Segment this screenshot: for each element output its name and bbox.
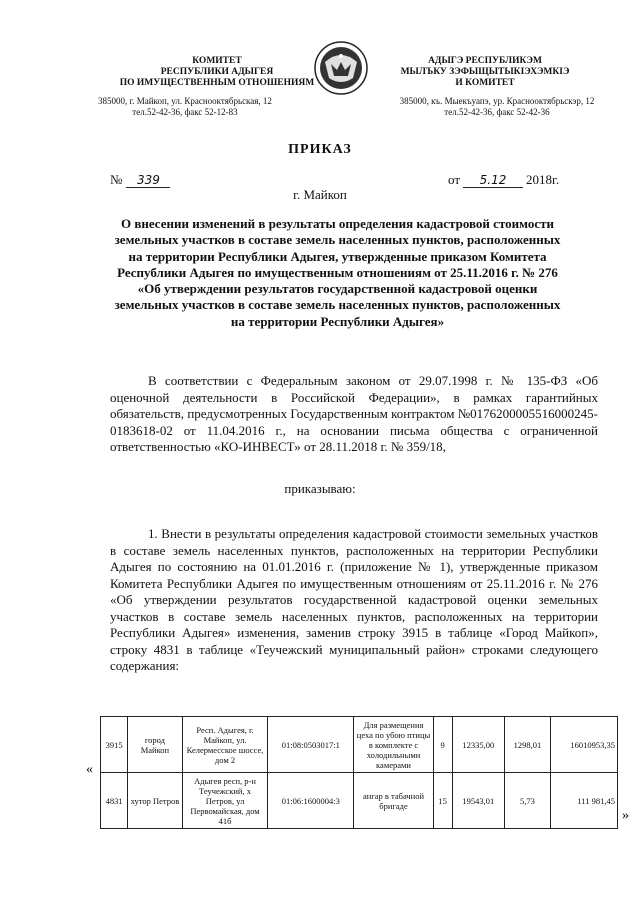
city: г. Майкоп [293,187,347,202]
clause-1-paragraph: 1. Внести в результаты определения кадастровой стоимости земельных участков в составе земель населенных пунктов, расположенных на территории Республики Адыгея по состоянию на 01.01.2016 г. (приложение № 1), утвержденные приказом Комитета Республики Адыгея по имущественным отношениям от 25.11.2016 г. № 276 «Об утверждении результатов государственной кадастровой оценки земельных участков в составе земель населенных пунктов, расположенных на территории Республики Адыгея» изменения, заменив строку 3915 в таблице «Город Майкоп», строку 4831 в таблице «Теучежский муниципальный район» строками следующего содержания: [110,526,598,673]
specific-value: 1298,01 [504,717,550,773]
area: 12335,00 [452,717,504,773]
settlement: город Майкоп [128,717,182,773]
order-date-value: 5.12 [463,173,523,188]
cadastral-number: 01:08:0503017:1 [268,717,354,773]
table-row [101,717,618,773]
close-quote: » [622,808,629,823]
address-left: 385000, г. Майкоп, ул. Краснооктябрьская, 12 тел.52-42-36, факс 52-12-83 [98,96,272,117]
address-right: 385000, къ. Мыекъуапэ, ур. Краснооктябрьскэр, 12 тел.52-42-36, факс 52-42-36 [399,96,595,117]
order-date: от 5.12 2018г. [448,172,560,187]
order-number: № 339 [110,172,170,188]
cadastral-value: 16010953,35 [550,717,617,773]
table-row [101,773,618,829]
area: 19543,01 [452,773,504,829]
address: Респ. Адыгея, г. Майкоп, ул. Келермесское шоссе, дом 2 [182,717,268,773]
settlement: хутор Петров [128,773,182,829]
order-word: приказываю: [284,481,356,496]
specific-value: 5,73 [504,773,550,829]
permitted-use: ангар в табачной бригаде [354,773,434,829]
row-number: 4831 [101,773,128,829]
cadastral-number: 01:06:1600004:3 [268,773,354,829]
address: Адыгея респ, р-н Теучежский, х Петров, ул Первомайская, дом 41б [182,773,268,829]
group: 9 [433,717,452,773]
group: 15 [433,773,452,829]
org-name-right: АДЫГЭ РЕСПУБЛИКЭМ МЫЛЪКУ ЗЭФЫЩЫТЫКІЭХЭМКІЭ И КОМИТЕТ [400,56,570,88]
row-number: 3915 [101,717,128,773]
replacement-rows-table [100,716,618,829]
document-title: ПРИКАЗ [288,142,352,157]
open-quote: « [86,762,93,777]
document-subject: О внесении изменений в результаты определения кадастровой стоимости земельных участков в составе земель населенных пунктов, расположенных на территории Республики Адыгея, утвержденные приказом Комитета Республики Адыгея по имущественным отношениям от 25.11.2016 г. № 276 «Об утверждении результатов государственной кадастровой оценки земельных участков в составе земель населенных пунктов, расположенных на территории Республики Адыгея» [114,216,561,329]
permitted-use: Для размещения цеха по убою птицы в комплекте с холодильными камерами [354,717,434,773]
preamble-paragraph: В соответствии с Федеральным законом от 29.07.1998 г. № 135-ФЗ «Об оценочной деятельности в Российской Федерации», в рамках гарантийных обязательств, предусмотренных Государственным контрактом №0176200005516000245-0183618-02 от 11.04.2016 г., на основании письма общества с ограниченной ответственностью «КО-ИНВЕСТ» от 28.11.2018 г. № 359/18, [110,373,598,454]
org-name-left: КОМИТЕТ РЕСПУБЛИКИ АДЫГЕЯ ПО ИМУЩЕСТВЕННЫМ ОТНОШЕНИЯМ [119,56,315,88]
cadastral-value: 111 981,45 [550,773,617,829]
order-number-value: 339 [126,173,170,188]
